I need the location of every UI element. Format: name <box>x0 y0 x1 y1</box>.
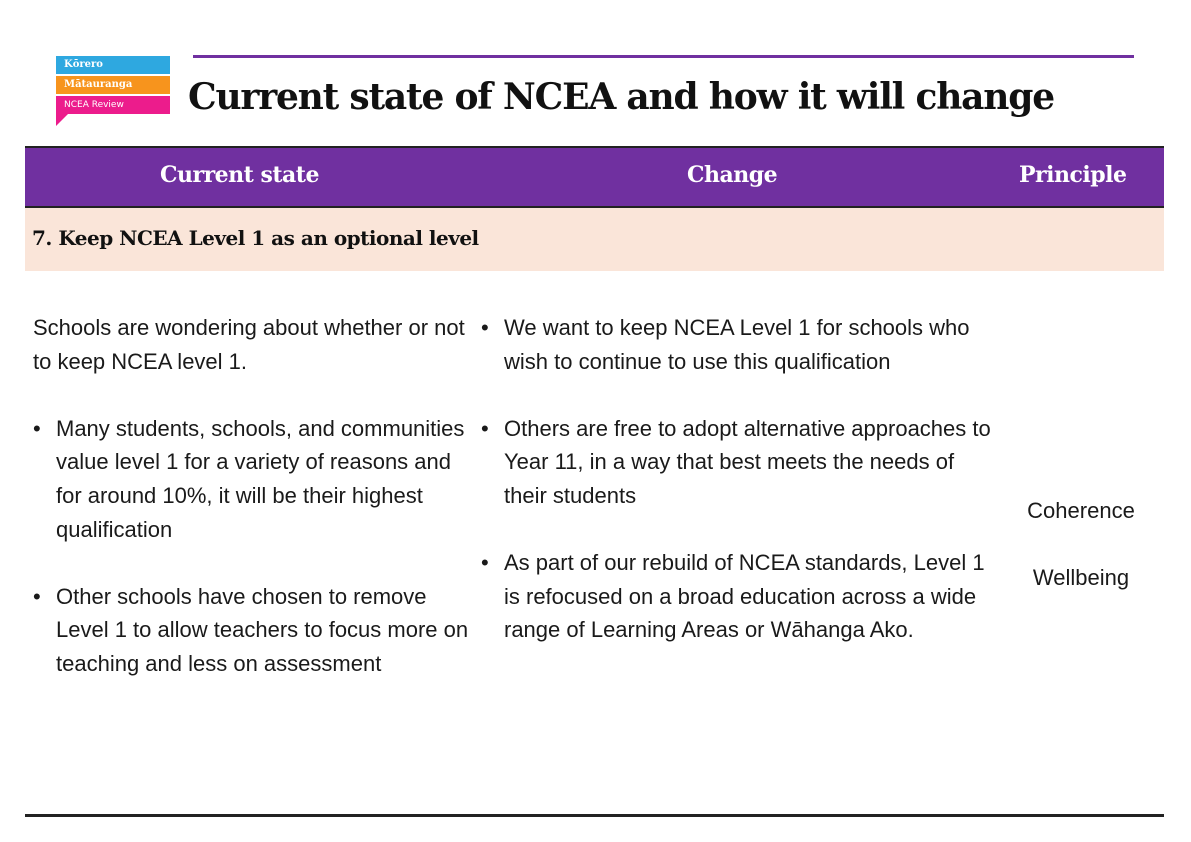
bottom-rule <box>25 814 1164 817</box>
header-principle: Principle <box>1019 162 1127 188</box>
logo-line-matauranga: Mātauranga <box>56 76 170 94</box>
bullet-icon: • <box>481 315 489 340</box>
current-state-bullet <box>33 412 473 546</box>
change-column <box>481 311 991 647</box>
bullet-text: We want to keep NCEA Level 1 for schools who wish to continue to use this qualification <box>504 315 970 374</box>
current-state-column <box>33 311 473 681</box>
logo-line-korero: Kōrero <box>56 56 170 74</box>
bullet-text: Many students, schools, and communities value level 1 for a variety of reasons and for around 10%, it will be their highest qualification <box>56 415 465 542</box>
current-state-bullet <box>33 580 473 681</box>
principle-wellbeing: Wellbeing <box>1032 565 1130 590</box>
bullet-text: As part of our rebuild of NCEA standards, Level 1 is refocused on a broad education across a wide range of Learning Areas or Wāhanga Ako. <box>504 550 985 643</box>
top-rule <box>193 55 1134 58</box>
change-bullet <box>481 546 991 647</box>
page-title: Current state of NCEA and how it will change <box>188 76 1054 118</box>
bullet-icon: • <box>33 415 41 441</box>
korero-matauranga-logo <box>56 56 170 126</box>
table-header <box>25 146 1164 208</box>
current-state-intro: Schools are wondering about whether or not to keep NCEA level 1. <box>33 315 465 374</box>
bullet-icon: • <box>481 415 489 441</box>
header-current-state: Current state <box>160 162 319 188</box>
bullet-icon: • <box>481 550 489 576</box>
header-change: Change <box>687 162 778 188</box>
change-bullet <box>481 311 991 378</box>
change-bullet <box>481 412 991 513</box>
bullet-icon: • <box>33 583 41 609</box>
logo-line-ncea-review: NCEA Review <box>56 96 170 114</box>
section-row <box>25 208 1164 271</box>
bullet-text: Others are free to adopt alternative approaches to Year 11, in a way that best meets the needs of their students <box>504 415 991 508</box>
section-title: 7. Keep NCEA Level 1 as an optional level <box>32 226 479 250</box>
logo-speech-tail-icon <box>56 114 68 126</box>
principle-coherence: Coherence <box>1027 498 1135 523</box>
bullet-text: Other schools have chosen to remove Level 1 to allow teachers to focus more on teaching and less on assessment <box>56 583 469 676</box>
